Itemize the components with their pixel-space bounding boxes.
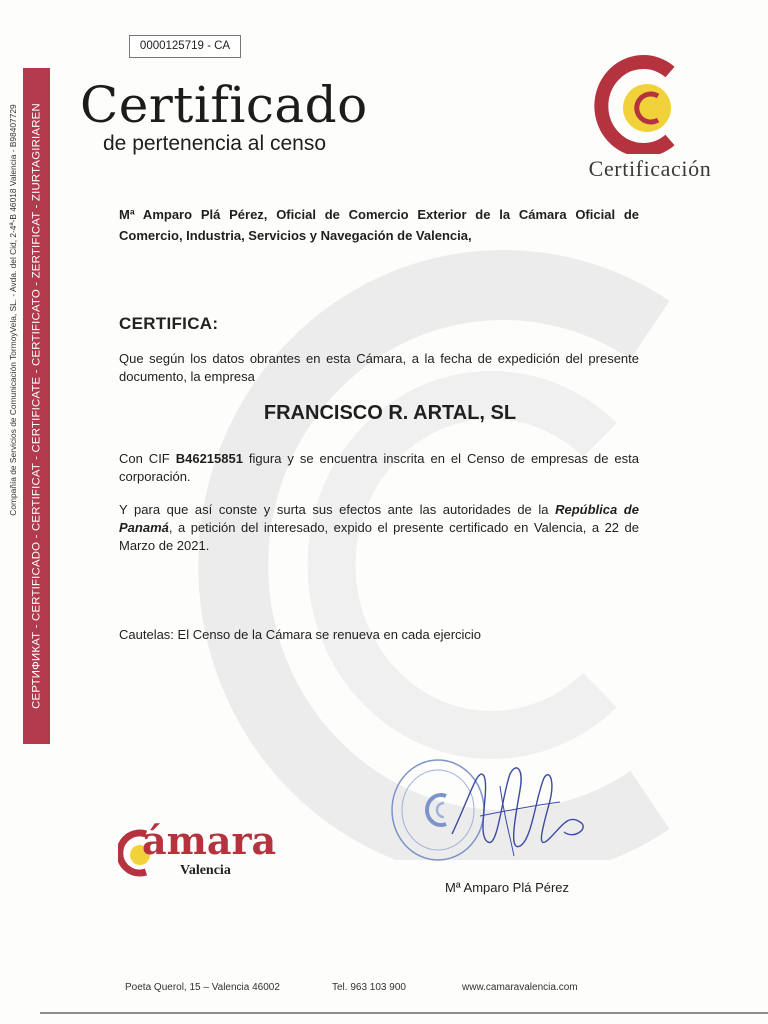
footer-website: www.camaravalencia.com <box>462 982 578 993</box>
camara-logo-sub: Valencia <box>180 863 231 878</box>
paragraph-3 <box>119 501 639 555</box>
p3-prefix: Y para que así conste y surta sus efectos ante las autoridades de la <box>119 502 556 517</box>
company-name: FRANCISCO R. ARTAL, SL <box>263 402 517 424</box>
intro-paragraph: Mª Amparo Plá Pérez, Oficial de Comercio Exterior de la Cámara Oficial de Comercio, Industria, Servicios y Navegación de Valencia, <box>119 207 639 243</box>
side-band-text: СЕРТИФИКАТ - CERTIFICADO - CERTIFICAT - CERTIFICATE - CERTIFICATO - ZERTIFICAT - ZIURTAGIRIAREN <box>30 103 42 709</box>
footer-phone: Tel. 963 103 900 <box>332 982 406 993</box>
page-subtitle: de pertenencia al censo <box>103 132 326 155</box>
certificacion-logo-icon <box>592 54 682 154</box>
cif-number: B46215851 <box>175 451 243 466</box>
footer-divider <box>40 1012 768 1014</box>
country-name: República de Panamá <box>119 502 639 535</box>
p3-suffix: , a petición del interesado, expido el presente certificado en Valencia, a 22 de Marzo de 2021. <box>119 520 639 553</box>
camara-logo-word: ámara <box>142 818 277 863</box>
reference-number: 0000125719 - CA <box>129 35 241 58</box>
signer-name: Mª Amparo Plá Pérez <box>445 880 570 895</box>
cautelas-note: Cautelas: El Censo de la Cámara se renueva en cada ejercicio <box>119 627 482 642</box>
side-company-info: Compañía de Servicios de Comunicación TormoyVela, SL. - Avda. del Cid, 2-4ª-B 46018 Valencia - B98407729 <box>8 104 18 516</box>
certificacion-logo-label: Certificación <box>588 156 712 181</box>
signature-icon <box>440 756 600 866</box>
paragraph-1: Que según los datos obrantes en esta Cámara, a la fecha de expedición del presente documento, la empresa <box>119 351 639 384</box>
certifica-heading: CERTIFICA: <box>119 314 219 333</box>
paragraph-2 <box>119 450 639 486</box>
cif-prefix: Con CIF <box>119 451 176 466</box>
cif-suffix: figura y se encuentra inscrita en el Censo de empresas de esta corporación. <box>119 451 639 484</box>
footer-address: Poeta Querol, 15 – Valencia 46002 <box>125 982 280 993</box>
page-title: Certificado <box>80 76 368 134</box>
